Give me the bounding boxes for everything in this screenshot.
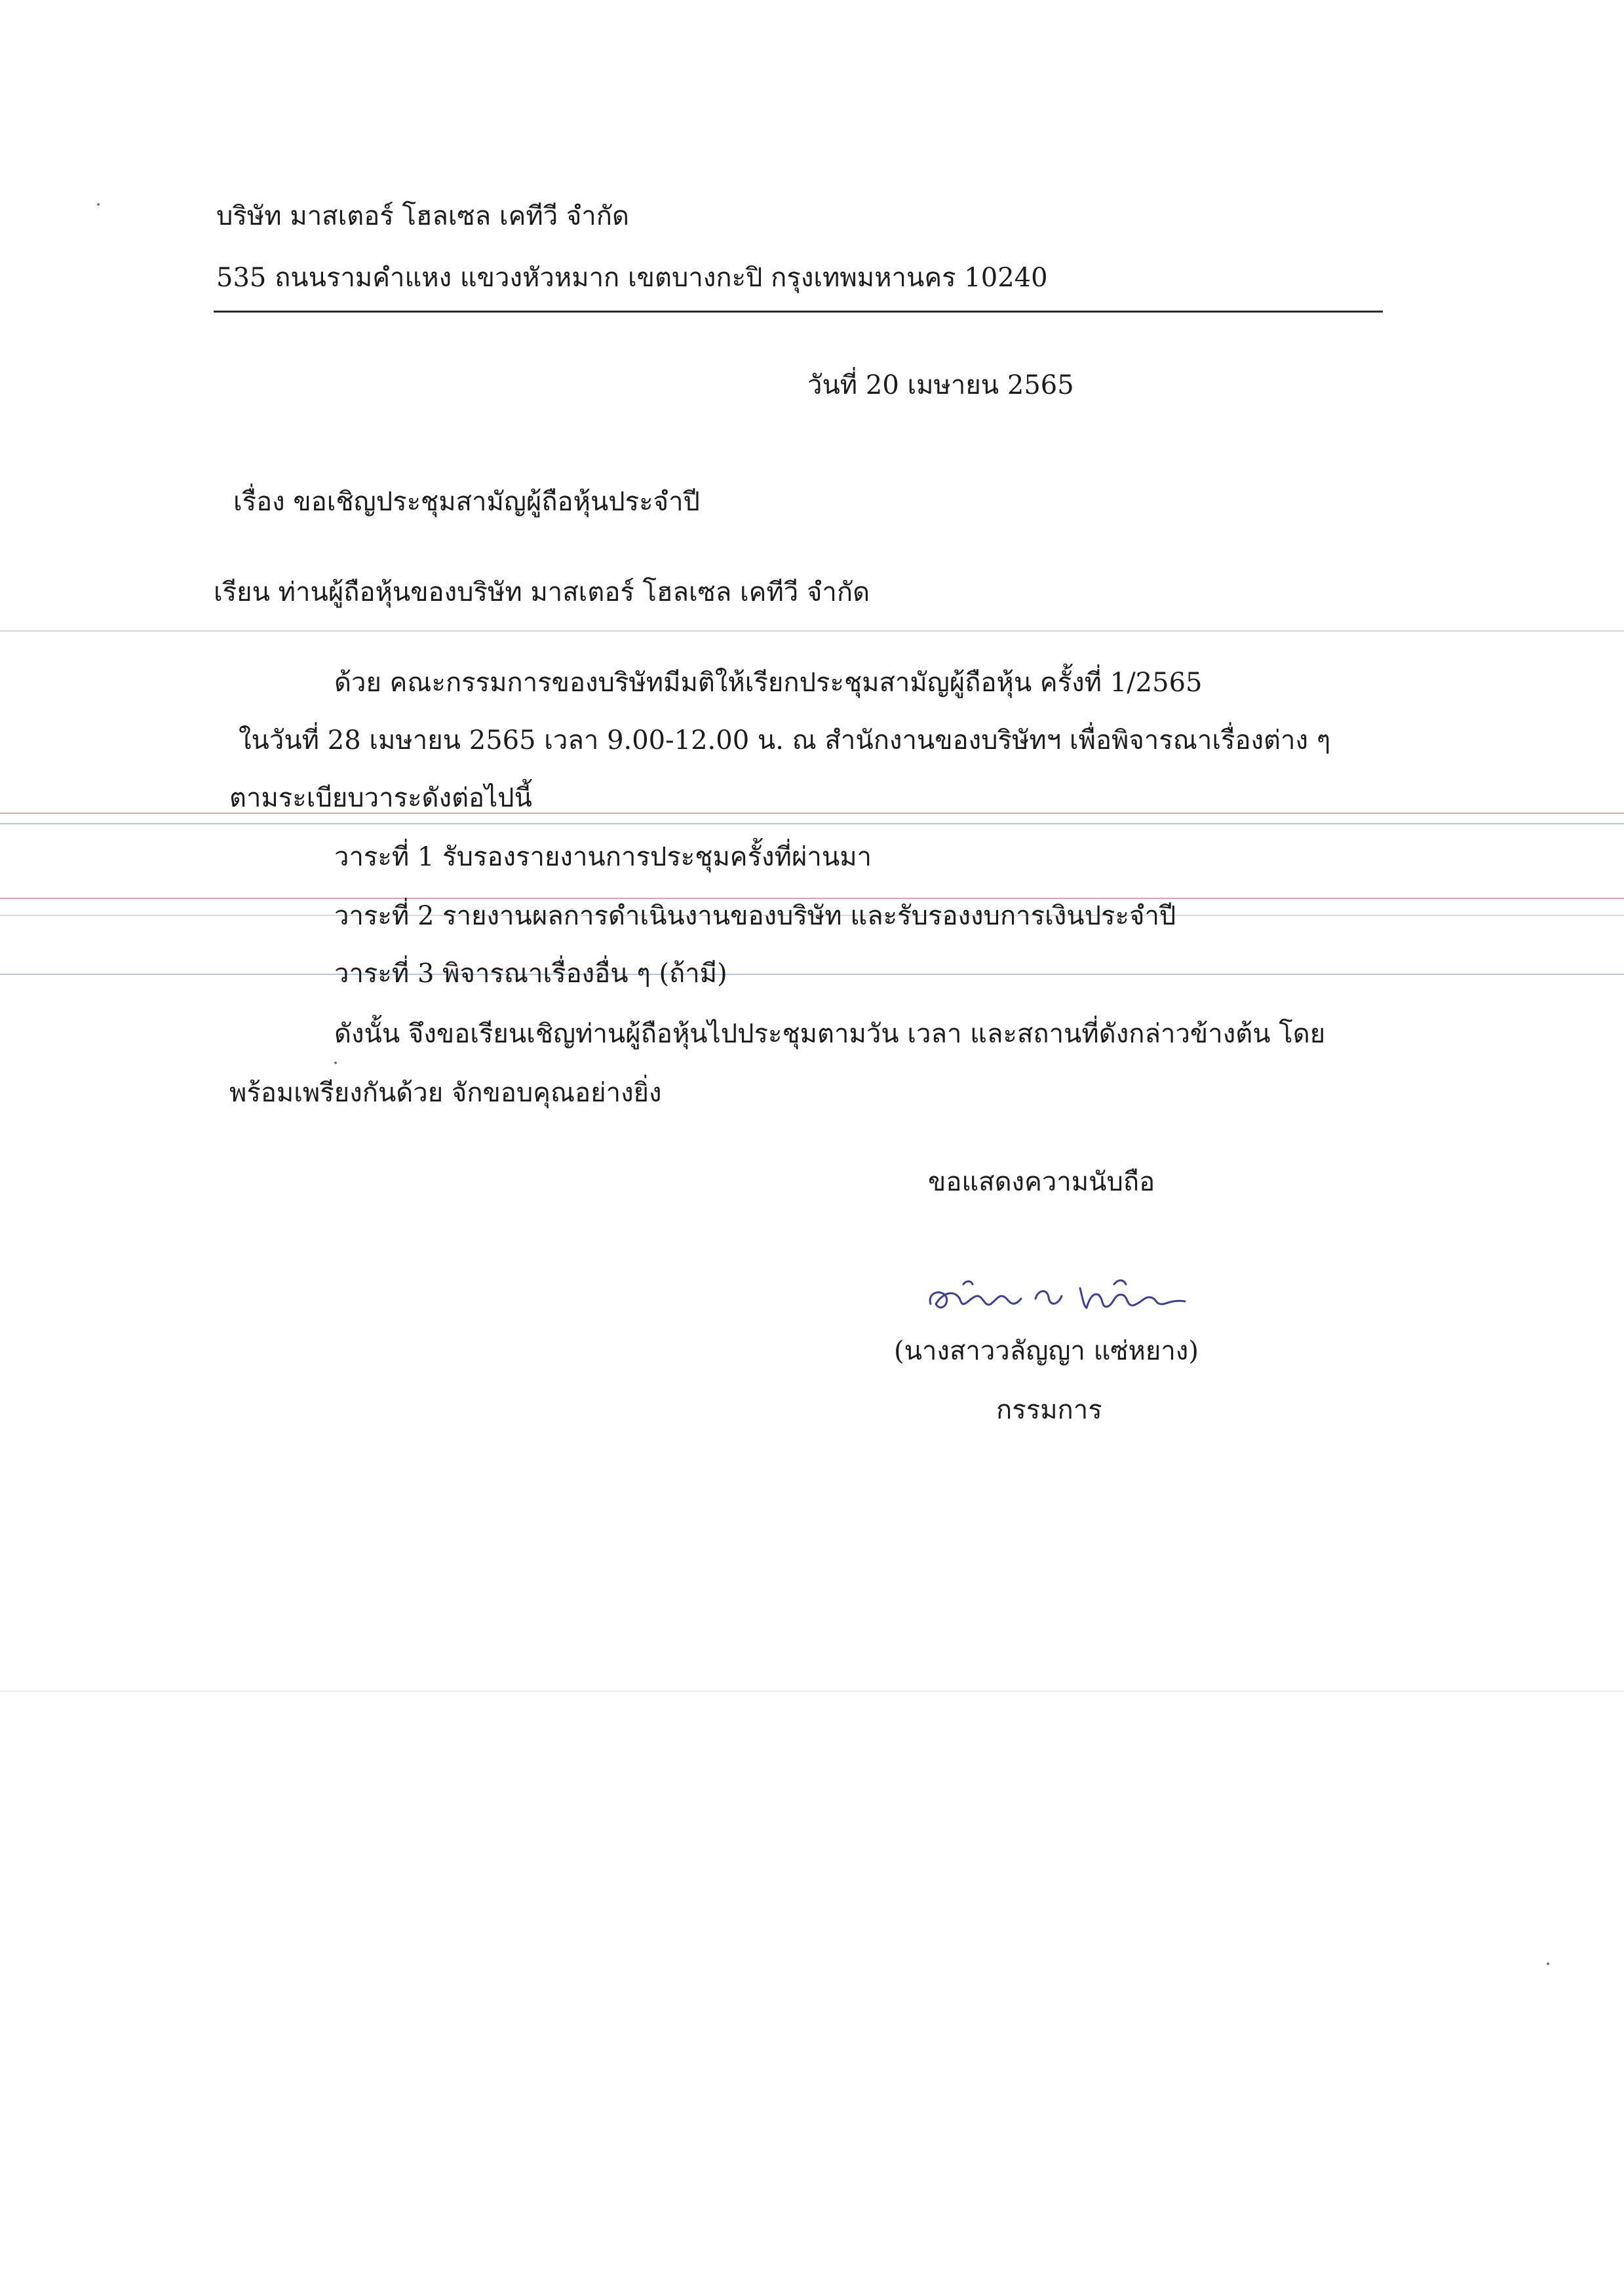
handwritten-signature	[918, 1258, 1232, 1330]
agenda-item: วาระที่ 3 พิจารณาเรื่องอื่น ๆ (ถ้ามี)	[334, 959, 727, 989]
closing-line-1: ดังนั้น จึงขอเรียนเชิญท่านผู้ถือหุ้นไปประชุมตามวัน เวลา และสถานที่ดังกล่าวข้างต้น โดย	[334, 1019, 1326, 1049]
agenda-item: วาระที่ 1 รับรองรายงานการประชุมครั้งที่ผ่านมา	[334, 842, 872, 872]
scan-speck	[97, 203, 100, 206]
letter-date: วันที่ 20 เมษายน 2565	[807, 370, 1074, 400]
scan-line	[0, 823, 1624, 824]
scan-line	[0, 630, 1624, 632]
closing-line-2: พร้อมเพรียงกันด้วย จักขอบคุณอย่างยิ่ง	[229, 1078, 662, 1108]
body-line-1: ด้วย คณะกรรมการของบริษัทมีมติให้เรียกประชุมสามัญผู้ถือหุ้น ครั้งที่ 1/2565	[334, 668, 1203, 698]
agenda-item: วาระที่ 2 รายงานผลการดำเนินงานของบริษัท และรับรองงบการเงินประจำปี	[334, 901, 1176, 931]
signer-position: กรรมการ	[996, 1395, 1102, 1425]
letter-subject: เรื่อง ขอเชิญประชุมสามัญผู้ถือหุ้นประจำปี	[233, 487, 700, 517]
regards: ขอแสดงความนับถือ	[928, 1167, 1155, 1197]
company-name: บริษัท มาสเตอร์ โฮลเซล เคทีวี จำกัด	[216, 201, 629, 231]
body-line-3: ตามระเบียบวาระดังต่อไปนี้	[229, 783, 532, 813]
body-line-2: ในวันที่ 28 เมษายน 2565 เวลา 9.00-12.00 น. ณ สำนักงานของบริษัทฯ เพื่อพิจารณาเรื่องต่าง ๆ	[239, 725, 1331, 756]
letter-recipient: เรียน ท่านผู้ถือหุ้นของบริษัท มาสเตอร์ โฮลเซล เคทีวี จำกัด	[214, 577, 870, 607]
scan-speck	[1547, 1962, 1549, 1965]
scan-line	[0, 1691, 1624, 1692]
company-address: 535 ถนนรามคำแหง แขวงหัวหมาก เขตบางกะปิ กรุงเทพมหานคร 10240	[216, 263, 1048, 293]
scan-speck	[334, 1062, 337, 1064]
scan-line	[0, 974, 1624, 975]
letterhead-divider	[214, 311, 1383, 313]
signer-name: (นางสาววลัญญา แซ่หยาง)	[894, 1336, 1199, 1366]
